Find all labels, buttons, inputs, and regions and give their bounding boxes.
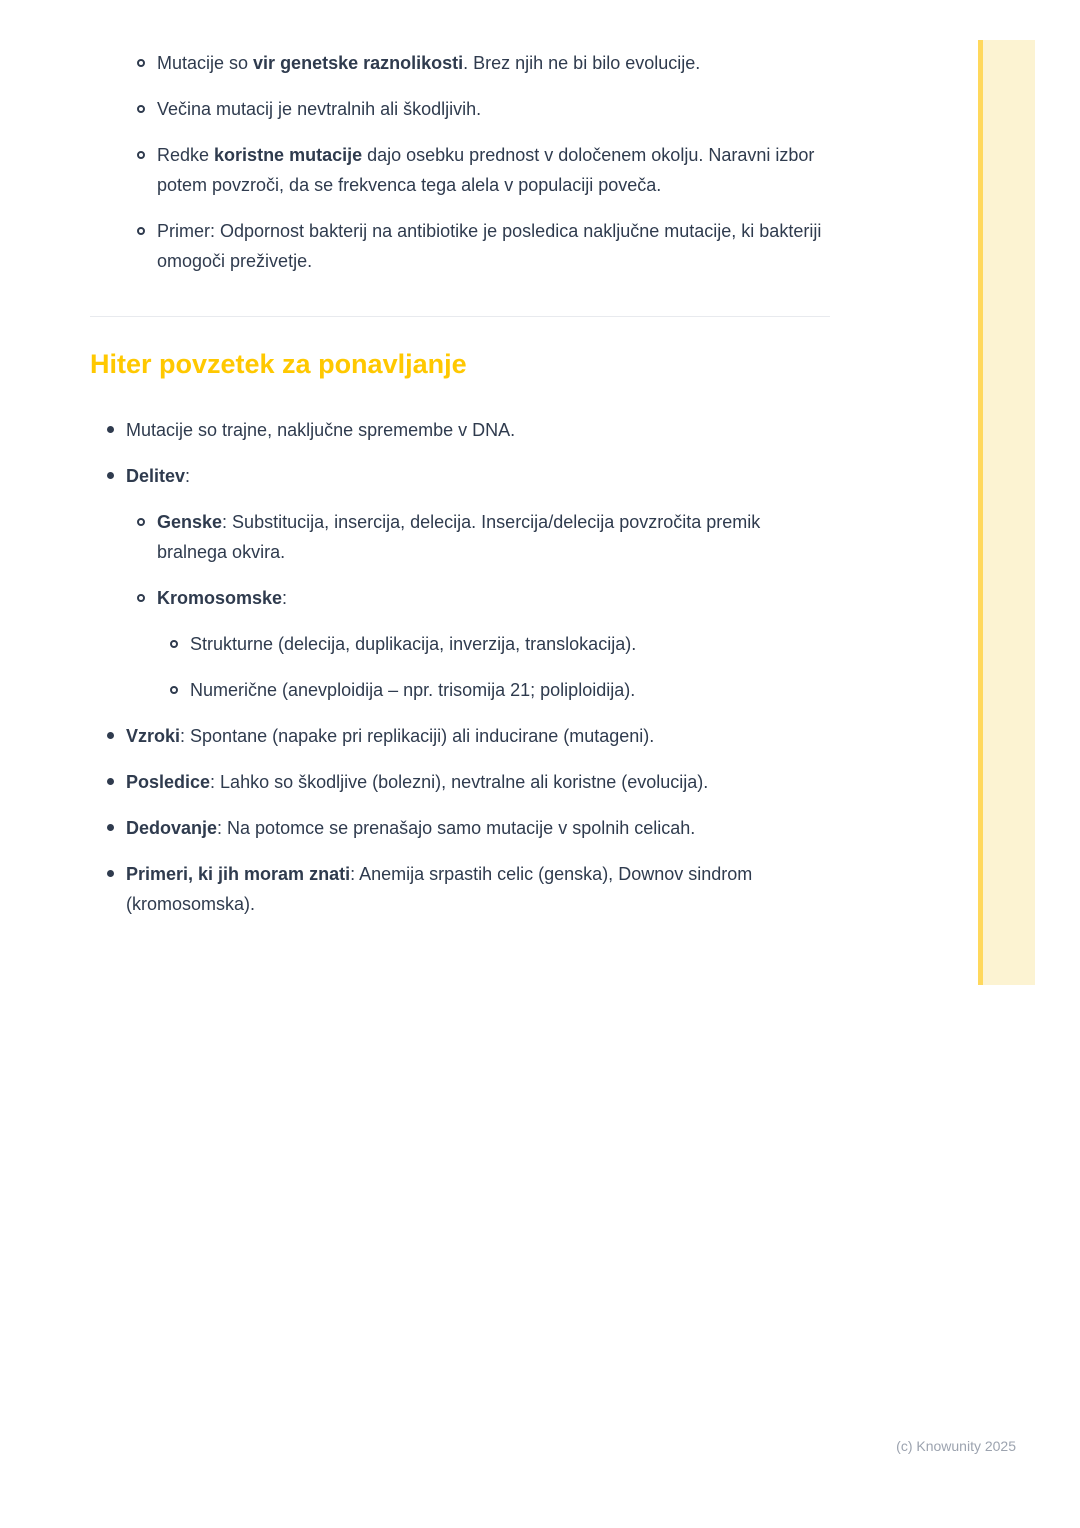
- copyright-text: (c) Knowunity 2025: [896, 1438, 1016, 1454]
- list-item: [90, 629, 830, 659]
- list-item: [90, 583, 830, 613]
- circle-bullet-icon: [170, 640, 178, 648]
- summary-heading: Hiter povzetek za ponavljanje: [90, 349, 467, 379]
- disc-bullet-icon: [107, 778, 114, 785]
- list-item: [90, 48, 830, 78]
- list-item-text: Posledice: Lahko so škodljive (bolezni), nevtralne ali koristne (evolucija).: [126, 772, 709, 792]
- circle-bullet-icon: [137, 59, 145, 67]
- list-item: [90, 94, 830, 124]
- list-item-text: Genske: Substitucija, insercija, delecija. Insercija/delecija povzročita premik bralnega okvira.: [157, 512, 761, 562]
- list-item-text: Večina mutacij je nevtralnih ali škodljivih.: [157, 99, 482, 119]
- list-item: [90, 507, 830, 567]
- circle-bullet-icon: [137, 151, 145, 159]
- accent-stripe: [978, 40, 1035, 985]
- list-item-text: Primer: Odpornost bakterij na antibiotike je posledica naključne mutacije, ki bakteriji omogoči preživetje.: [157, 221, 822, 271]
- list-item-text: Mutacije so vir genetske raznolikosti. Brez njih ne bi bilo evolucije.: [157, 53, 701, 73]
- list-item-text: Redke koristne mutacije dajo osebku prednost v določenem okolju. Naravni izbor potem povzroči, da se frekvenca tega alela v populaciji poveča.: [157, 145, 815, 195]
- list-item: [90, 140, 830, 200]
- circle-bullet-icon: [170, 686, 178, 694]
- disc-bullet-icon: [107, 426, 114, 433]
- list-item: [90, 721, 830, 751]
- list-item: [90, 813, 830, 843]
- circle-bullet-icon: [137, 105, 145, 113]
- summary-list: [90, 415, 830, 919]
- list-item: [90, 216, 830, 276]
- disc-bullet-icon: [107, 824, 114, 831]
- disc-bullet-icon: [107, 472, 114, 479]
- disc-bullet-icon: [107, 870, 114, 877]
- list-item-text: Strukturne (delecija, duplikacija, inverzija, translokacija).: [190, 634, 637, 654]
- list-item: [90, 415, 830, 445]
- list-item-text: Dedovanje: Na potomce se prenašajo samo mutacije v spolnih celicah.: [126, 818, 696, 838]
- circle-bullet-icon: [137, 594, 145, 602]
- circle-bullet-icon: [137, 227, 145, 235]
- divider: [90, 316, 830, 317]
- list-item: [90, 675, 830, 705]
- list-item-text: Delitev:: [126, 466, 191, 486]
- list-item-text: Primeri, ki jih moram znati: Anemija srpastih celic (genska), Downov sindrom (kromosomska).: [126, 864, 753, 914]
- list-item-text: Vzroki: Spontane (napake pri replikaciji) ali inducirane (mutageni).: [126, 726, 655, 746]
- list-item-text: Mutacije so trajne, naključne spremembe v DNA.: [126, 420, 516, 440]
- circle-bullet-icon: [137, 518, 145, 526]
- disc-bullet-icon: [107, 732, 114, 739]
- list-item-text: Kromosomske:: [157, 588, 288, 608]
- list-item: [90, 859, 830, 919]
- list-item: [90, 461, 830, 491]
- list-item-text: Numerične (anevploidija – npr. trisomija 21; poliploidija).: [190, 680, 636, 700]
- intro-list: [90, 48, 830, 276]
- list-item: [90, 767, 830, 797]
- page-content: [90, 48, 830, 935]
